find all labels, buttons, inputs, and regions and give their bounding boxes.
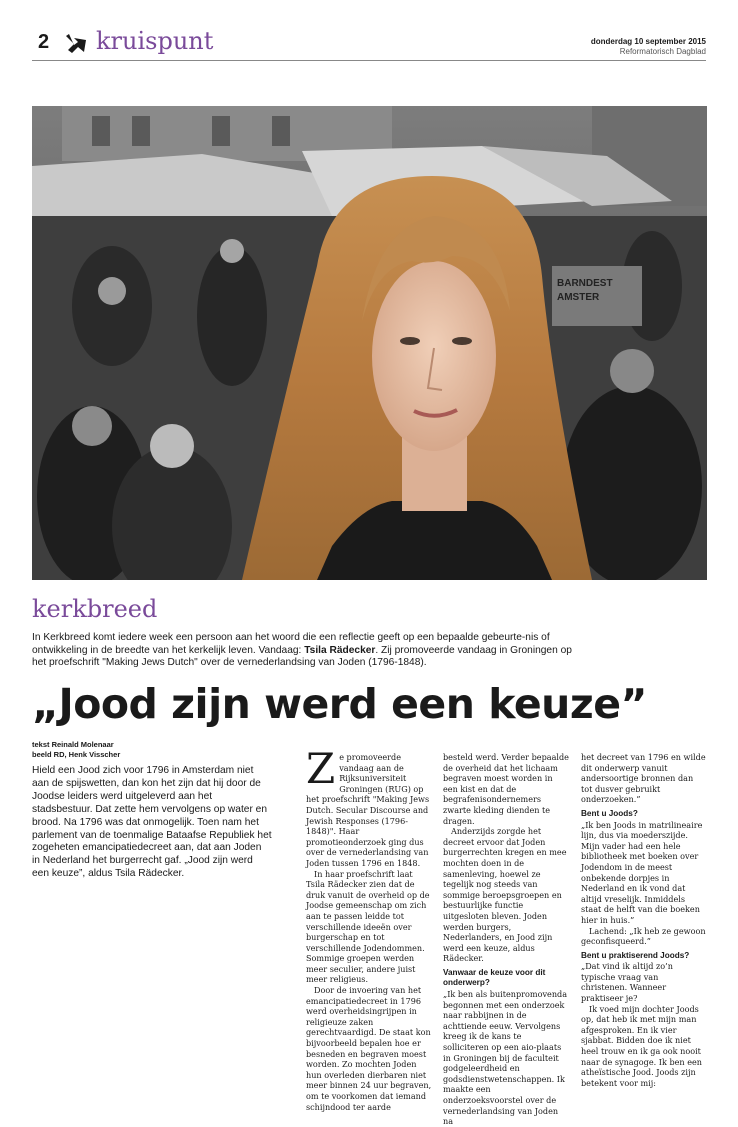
portrait-photo	[32, 106, 707, 580]
body-paragraph: Ik voed mijn dochter Joods op, dat heb ik met mijn man afgesproken. En ik vier sjabbat. Bidden doe ik niet heel trouw en ik ga ook nooit naar de synagoge. Ik ben een atheïstische Jood. Joods zijn betekent voor mij:	[581, 1003, 703, 1088]
byline-photo: beeld RD, Henk Visscher	[32, 750, 121, 759]
byline-text: tekst Reinald Molenaar	[32, 740, 114, 749]
market-sign-text-2: AMSTER	[557, 292, 600, 303]
body-paragraph: In haar proefschrift laat Tsila Rädecker zien dat de druk vanuit de overheid op de Joodse gemeenschap om zich aan te passen leidde tot verschillende ideeën over burgerschap en tot verschillende Jodendommen. Sommige groepen werden meer seculier, andere juist meer religieus.	[306, 868, 430, 985]
body-paragraph: Door de invoering van het emancipatiedecreet in 1796 werd overheidsingrijpen in religieuze zaken gerechtvaardigd. De staat kon bijvoorbeeld bepalen hoe er besneden en begraven moest worden. Zo mochten Joden hun overleden dierbaren niet meer binnen 24 uur begraven, om te voorkomen dat iemand schijndood ter aarde	[306, 985, 432, 1112]
body-paragraph: besteld werd. Verder bepaalde de overheid dat het lichaam begraven moest worden in een kist en dat de begrafenisondernemers zwarte kleding dienden te dragen.	[443, 752, 569, 826]
market-sign-text: BARNDEST	[557, 278, 613, 289]
body-paragraph: „Ik ben Joods in matrilineaire lijn, dus via moederszijde. Mijn vader had een hele bibliotheek met boeken over Jodendom in de meest onbekende dorpjes in Nederland en ik vond dat altijd vreselijk. Inmiddels staat de helft van die boeken hier in huis.”	[581, 819, 703, 925]
header-divider	[32, 60, 706, 61]
body-paragraph: het decreet van 1796 en wilde dit onderwerp vanuit andersoortige bronnen dan tot dusver gebruikt onderzoeken.”	[581, 752, 706, 805]
kruispunt-arrow-icon	[64, 32, 90, 54]
kicker-title: kerkbreed	[32, 595, 158, 623]
body-paragraph: Anderzijds zorgde het decreet ervoor dat Joden burgerrechten kregen en mee mochten doen in de samenleving, hoewel ze tegelijk nog steeds van sommige beroepsgroepen en bestuurlijke functie uitgesloten bleven. Joden werden burgers, Nederlanders, en Jood zijn werd een keuze, aldus Rädecker.	[443, 826, 567, 964]
intro-text-after: . Zij promoveerde vandaag in Groningen op het proefschrift "Making Jews Dutch" over de vernederlandsing van Joden (1796-1848).	[32, 644, 572, 669]
newspaper-name: Reformatorisch Dagblad	[619, 47, 706, 56]
body-column-2	[443, 752, 569, 1127]
interview-question: Vanwaar de keuze voor dit onderwerp?	[443, 967, 546, 988]
body-paragraph: „Ik ben als buitenpromovenda begonnen met een onderzoek naar rabbijnen in de achttiende eeuw. Vervolgens kreeg ik de kans te solliciteren op een aio-plaats in Groningen bij de faculteit godgeleerdheid en godsdienstwetenschappen. Ik maakte een onderzoeksvoorstel over de vernederlandsing van Joden na	[443, 989, 568, 1127]
body-column-1	[306, 744, 432, 1112]
body-paragraph: „Dat vind ik altijd zo’n typische vraag van christenen. Wanneer praktiseer je?	[581, 961, 673, 1004]
body-column-3	[581, 752, 707, 1088]
page-number: 2	[38, 31, 50, 53]
section-name: kruispunt	[96, 27, 214, 55]
byline	[32, 740, 120, 760]
headline: „Jood zijn werd een keuze”	[32, 680, 647, 728]
intro-text-before: In Kerkbreed komt iedere week een persoon aan het woord die een reflectie geeft op een bepaalde gebeurte-nis of ontwikkeling in de breedte van het kerkelijk leven. Vandaag:	[32, 632, 550, 656]
interview-question: Bent u praktiserend Joods?	[581, 950, 690, 960]
intro-text	[32, 632, 572, 670]
lead-paragraph: Hield een Jood zich voor 1796 in Amsterdam niet aan de spijswetten, dan kon het zijn dat hij door de Joodse leiders werd uitgeleverd aan het stadsbestuur. Dat zette hem vervolgens op water en brood. Na 1796 was dat onmogelijk. Toen nam het parlement van de toenmalige Bataafse Republiek het zogeheten emancipatiedecreet aan, dat aan Joden in Nederland het burgerrecht gaf. „Jood zijn werd een keuze”, aldus Tsila Rädecker.	[32, 765, 272, 880]
body-paragraph: e promoveerde vandaag aan de Rijksuniversiteit Groningen (RUG) op het proefschrift "Making Jews Dutch. Secular Discourse and Jewish Responses (1796-1848)". Haar promotieonderzoek ging dus over de vernederlandsing van Joden tussen 1796 en 1848.	[306, 752, 430, 868]
intro-name: Tsila Rädecker	[304, 644, 376, 656]
body-paragraph: Lachend: „Ik heb ze gewoon geconfisqueerd.”	[581, 925, 706, 947]
interview-question: Bent u Joods?	[581, 808, 638, 818]
issue-date: donderdag 10 september 2015	[590, 37, 706, 46]
dropcap: Z	[306, 744, 336, 793]
photo-illustration	[32, 106, 707, 580]
